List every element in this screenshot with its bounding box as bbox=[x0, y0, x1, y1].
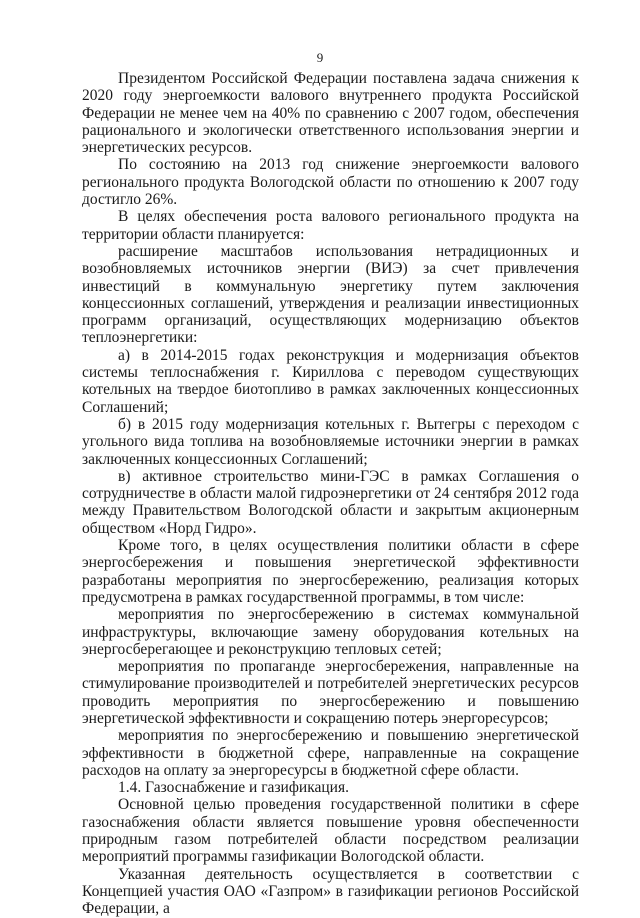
list-item-kirillov: а) в 2014-2015 годах реконструкция и модернизация объектов системы теплоснабжения г. Кириллова с переводом существующих котельных на твердое биотопливо в рамках заключенных концессионных Соглашений; bbox=[82, 346, 579, 416]
paragraph-gazprom-concept: Указанная деятельность осуществляется в соответствии с Концепцией участия ОАО «Газпром» в газификации регионов Российской Федерации, а bbox=[82, 865, 579, 918]
list-item-communal-infrastructure: мероприятия по энергосбережению в системах коммунальной инфраструктуры, включающие замену оборудования котельных на энергосберегающее и реконструкцию тепловых сетей; bbox=[82, 606, 579, 658]
paragraph-energy-saving-measures: Кроме того, в целях осуществления политики области в сфере энергосбережения и повышения энергетической эффективности разработаны мероприятия по энергосбережению, реализация которых предусмотрена в рамках государственной программы, в том числе: bbox=[82, 537, 579, 606]
paragraph-growth-plan-intro: В целях обеспечения роста валового регионального продукта на территории области планируется: bbox=[82, 208, 579, 243]
page-number: 9 bbox=[316, 50, 324, 65]
paragraph-gas-policy-goal: Основной целью проведения государственной политики в сфере газоснабжения области является повышение уровня обеспеченности природным газом потребителей области посредством реализации мероприятий программы газификации Вологодской области. bbox=[82, 796, 579, 866]
document-body bbox=[82, 70, 579, 918]
list-item-propaganda: мероприятия по пропаганде энергосбережения, направленные на стимулирование производителей и потребителей энергетических ресурсов проводить мероприятия по энергосбережению и повышению энергетической эффективности и сокращению потерь энергоресурсов; bbox=[82, 658, 579, 727]
list-item-budget-sphere: мероприятия по энергосбережению и повышению энергетической эффективности в бюджетной сфере, направленные на сокращение расходов на оплату за энергоресурсы в бюджетной сфере области. bbox=[82, 727, 579, 779]
section-heading-gas-supply: 1.4. Газоснабжение и газификация. bbox=[118, 779, 349, 797]
list-item-vytegra: б) в 2015 году модернизация котельных г. Вытегры с переходом с угольного вида топлива на возобновляемые источники энергии в рамках заключенных концессионных Соглашений; bbox=[82, 415, 579, 468]
paragraph-energy-intensity-goal: Президентом Российской Федерации поставлена задача снижения к 2020 году энергоемкости валового внутреннего продукта Российской Федерации не менее чем на 40% по сравнению с 2007 годом, обеспечения рационального и экологически ответственного использования энергии и энергетических ресурсов. bbox=[82, 70, 579, 157]
paragraph-2013-status: По состоянию на 2013 год снижение энергоемкости валового регионального продукта Вологодской области по отношению к 2007 году достигло 26%. bbox=[82, 156, 579, 209]
paragraph-renewables-expansion: расширение масштабов использования нетрадиционных и возобновляемых источников энергии (ВИЭ) за счет привлечения инвестиций в коммунальную энергетику путем заключения концессионных соглашений, утверждения и реализации инвестиционных программ организаций, осуществляющих модернизацию объектов теплоэнергетики: bbox=[82, 242, 579, 347]
list-item-mini-hydro: в) активное строительство мини-ГЭС в рамках Соглашения о сотрудничестве в области малой гидроэнергетики от 24 сентября 2012 года между Правительством Вологодской области и закрытым акционерным обществом «Норд Гидро». bbox=[82, 467, 579, 537]
